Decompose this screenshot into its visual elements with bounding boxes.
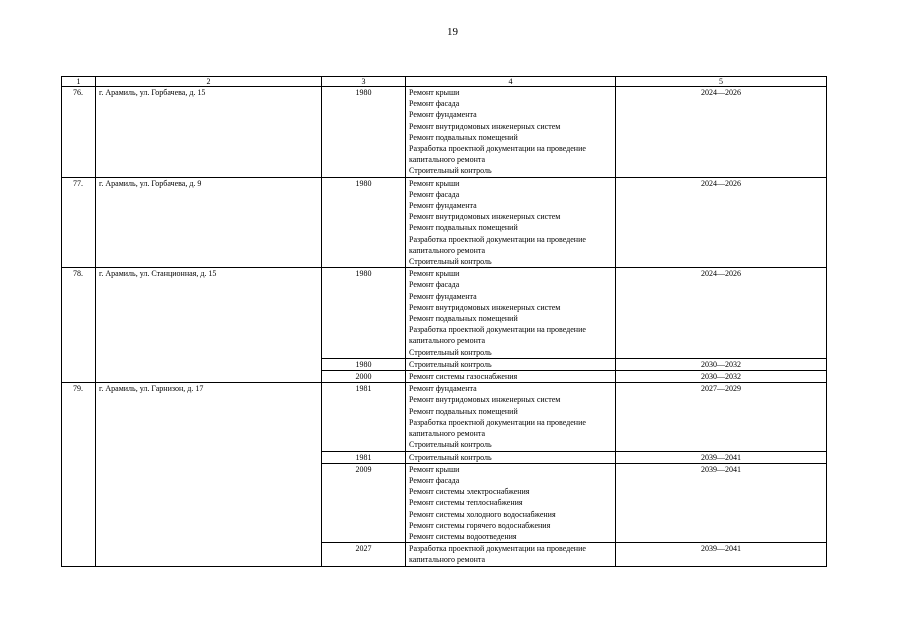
work-item: Ремонт системы холодного водоснабжения xyxy=(409,509,556,519)
works-cell xyxy=(406,268,616,359)
work-item: Ремонт подвальных помещений xyxy=(409,132,518,142)
column-number: 2 xyxy=(96,77,322,87)
work-item: Ремонт системы электроснабжения xyxy=(409,487,530,497)
works-cell xyxy=(406,371,616,383)
table-row xyxy=(62,87,827,178)
period-cell: 2024—2026 xyxy=(616,268,827,359)
year-cell: 1981 xyxy=(322,451,406,463)
work-item: Разработка проектной документации на проведение капитального ремонта xyxy=(409,417,586,439)
year-cell: 2000 xyxy=(322,371,406,383)
period-cell: 2024—2026 xyxy=(616,87,827,178)
column-number: 1 xyxy=(62,77,96,87)
period-cell: 2030—2032 xyxy=(616,358,827,370)
work-item: Разработка проектной документации на проведение капитального ремонта xyxy=(409,544,586,565)
building-address: г. Арамиль, ул. Горбачева, д. 9 xyxy=(96,177,322,268)
work-item: Строительный контроль xyxy=(409,166,492,176)
work-item: Ремонт фасада xyxy=(409,475,460,485)
work-item: Ремонт крыши xyxy=(409,178,460,188)
work-item: Строительный контроль xyxy=(409,359,492,369)
period-cell: 2039—2041 xyxy=(616,463,827,542)
work-item: Ремонт внутридомовых инженерных систем xyxy=(409,395,561,405)
table-row xyxy=(62,177,827,268)
works-cell xyxy=(406,451,616,463)
work-item: Строительный контроль xyxy=(409,347,492,357)
entry-number: 77. xyxy=(62,177,96,268)
works-cell xyxy=(406,358,616,370)
building-address: г. Арамиль, ул. Гарнизон, д. 17 xyxy=(96,383,322,566)
work-item: Ремонт фундамента xyxy=(409,384,477,394)
work-item: Ремонт подвальных помещений xyxy=(409,406,518,416)
work-item: Ремонт фасада xyxy=(409,189,460,199)
year-cell: 1980 xyxy=(322,358,406,370)
work-item: Ремонт системы водоотведения xyxy=(409,531,517,541)
table-row xyxy=(62,268,827,359)
period-cell: 2027—2029 xyxy=(616,383,827,451)
period-cell: 2024—2026 xyxy=(616,177,827,268)
year-cell: 1980 xyxy=(322,268,406,359)
work-item: Ремонт крыши xyxy=(409,88,460,97)
page-number: 19 xyxy=(447,26,458,38)
work-item: Ремонт подвальных помещений xyxy=(409,223,518,233)
works-cell xyxy=(406,463,616,542)
work-item: Ремонт внутридомовых инженерных систем xyxy=(409,212,561,222)
column-number: 3 xyxy=(322,77,406,87)
period-cell: 2030—2032 xyxy=(616,371,827,383)
period-cell: 2039—2041 xyxy=(616,543,827,566)
column-number: 5 xyxy=(616,77,827,87)
work-item: Ремонт подвальных помещений xyxy=(409,314,518,324)
works-cell xyxy=(406,383,616,451)
building-address: г. Арамиль, ул. Станционная, д. 15 xyxy=(96,268,322,383)
work-item: Ремонт внутридомовых инженерных систем xyxy=(409,121,561,131)
works-cell xyxy=(406,177,616,268)
building-address: г. Арамиль, ул. Горбачева, д. 15 xyxy=(96,87,322,178)
year-cell: 1980 xyxy=(322,87,406,178)
work-item: Строительный контроль xyxy=(409,257,492,267)
year-cell: 2027 xyxy=(322,543,406,566)
works-cell xyxy=(406,87,616,178)
work-item: Ремонт фундамента xyxy=(409,110,477,120)
work-item: Ремонт системы теплоснабжения xyxy=(409,498,523,508)
work-item: Ремонт системы горячего водоснабжения xyxy=(409,520,551,530)
column-number-row xyxy=(62,77,827,87)
year-cell: 2009 xyxy=(322,463,406,542)
repair-schedule-table xyxy=(61,76,827,567)
entry-number: 76. xyxy=(62,87,96,178)
year-cell: 1980 xyxy=(322,177,406,268)
entry-number: 79. xyxy=(62,383,96,566)
work-item: Разработка проектной документации на проведение капитального ремонта xyxy=(409,234,586,255)
period-cell: 2039—2041 xyxy=(616,451,827,463)
table-row xyxy=(62,383,827,451)
work-item: Ремонт крыши xyxy=(409,464,460,474)
work-item: Строительный контроль xyxy=(409,440,492,450)
work-item: Ремонт фундамента xyxy=(409,291,477,301)
work-item: Ремонт крыши xyxy=(409,269,460,279)
work-item: Ремонт фасада xyxy=(409,99,460,109)
work-item: Строительный контроль xyxy=(409,452,492,462)
work-item: Ремонт внутридомовых инженерных систем xyxy=(409,302,561,312)
work-item: Ремонт фасада xyxy=(409,280,460,290)
work-item: Ремонт фундамента xyxy=(409,201,477,211)
column-number: 4 xyxy=(406,77,616,87)
work-item: Разработка проектной документации на проведение капитального ремонта xyxy=(409,325,586,346)
entry-number: 78. xyxy=(62,268,96,383)
work-item: Разработка проектной документации на проведение капитального ремонта xyxy=(409,144,586,165)
work-item: Ремонт системы газоснабжения xyxy=(409,372,518,382)
works-cell xyxy=(406,543,616,566)
year-cell: 1981 xyxy=(322,383,406,451)
